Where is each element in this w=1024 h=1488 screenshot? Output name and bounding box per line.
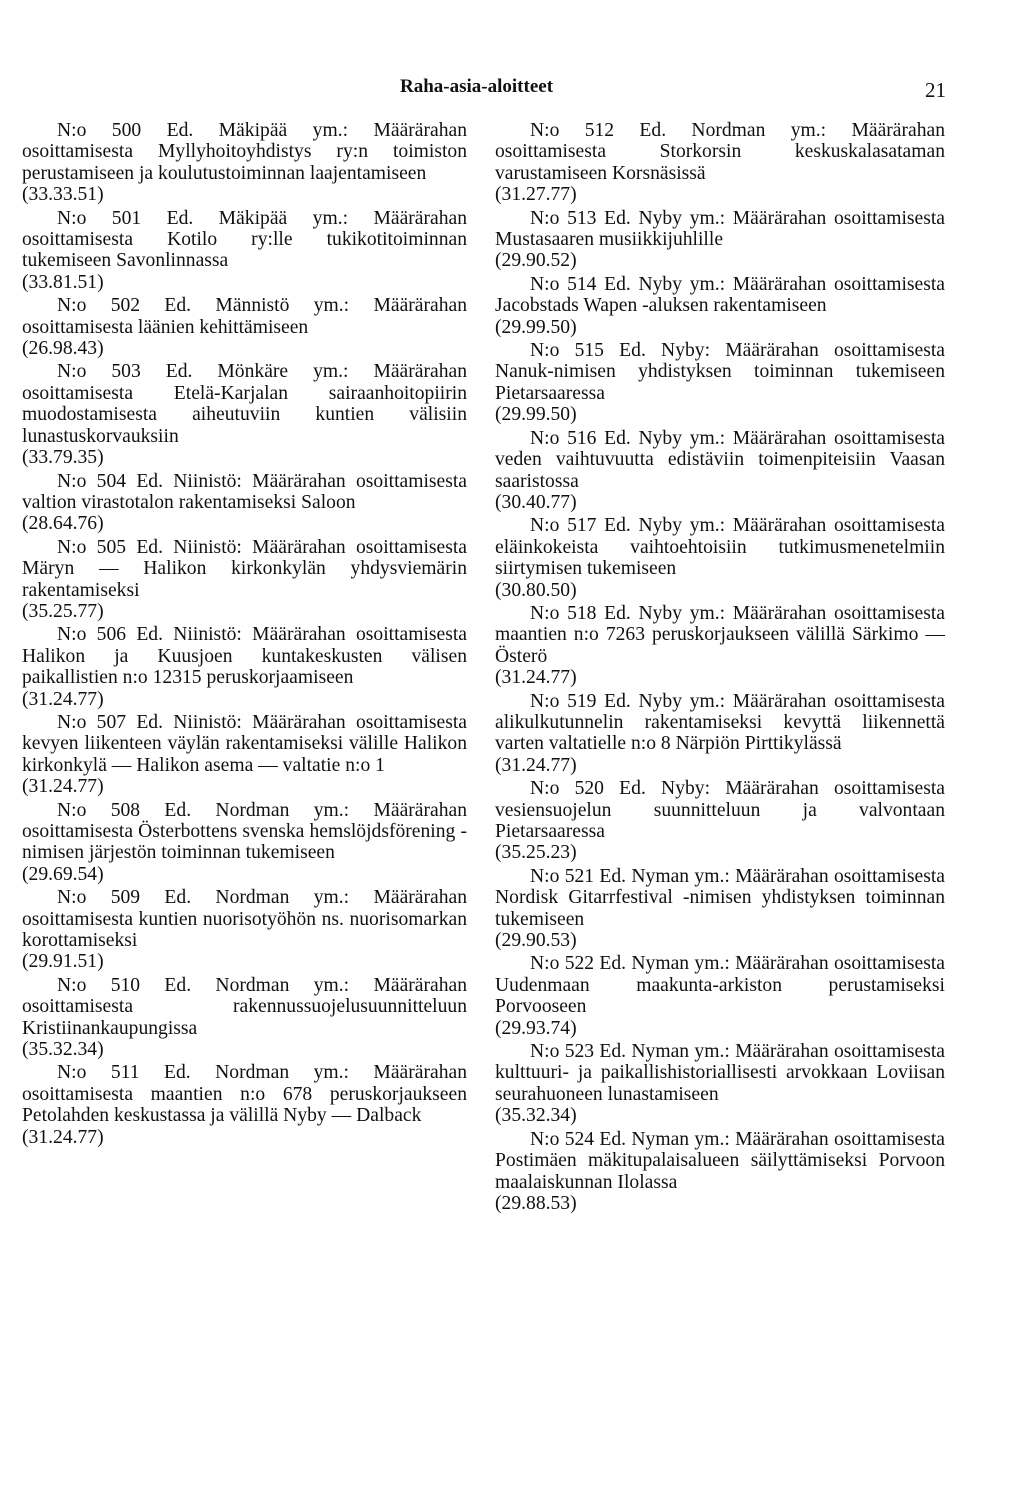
budget-reference: (35.32.34) bbox=[495, 1105, 577, 1127]
initiative-text: N:o 520 Ed. Nyby: Määrärahan osoittamisesta vesiensuojelun suunnitteluun ja valvontaan Pietarsaaressa bbox=[495, 778, 945, 842]
initiative-entry-508 bbox=[22, 800, 467, 886]
initiative-text: N:o 510 Ed. Nordman ym.: Määrärahan osoittamisesta rakennussuojelusuunnitteluun Kristiinankaupungissa bbox=[22, 974, 467, 1039]
initiative-text: N:o 505 Ed. Niinistö: Määrärahan osoittamisesta Märyn — Halikon kirkonkylän yhdysviemärin rakentamiseksi bbox=[22, 536, 467, 601]
initiative-text: N:o 501 Ed. Mäkipää ym.: Määrärahan osoittamisesta Kotilo ry:lle tukikotitoiminnan tukemiseen Savonlinnassa bbox=[22, 207, 467, 272]
initiative-text: N:o 504 Ed. Niinistö: Määrärahan osoittamisesta valtion virastotalon rakentamiseksi Saloon bbox=[22, 470, 467, 513]
budget-reference: (35.25.23) bbox=[495, 842, 577, 864]
initiative-text: N:o 523 Ed. Nyman ym.: Määrärahan osoittamisesta kulttuuri- ja paikallishistoriallisesti arvokkaan Loviisan seurahuoneen lunastamiseen bbox=[495, 1041, 945, 1105]
initiative-entry-507 bbox=[22, 712, 467, 798]
initiative-entry-524 bbox=[495, 1129, 945, 1215]
initiative-entry-519 bbox=[495, 691, 945, 777]
budget-reference: (29.90.52) bbox=[495, 250, 577, 272]
budget-reference: (29.93.74) bbox=[495, 1017, 577, 1039]
initiative-entry-517 bbox=[495, 515, 945, 601]
initiative-entry-505 bbox=[22, 537, 467, 623]
page-header bbox=[0, 70, 1024, 100]
initiative-entry-514 bbox=[495, 274, 945, 338]
initiative-text: N:o 521 Ed. Nyman ym.: Määrärahan osoittamisesta Nordisk Gitarrfestival -nimisen yhdistyksen toiminnan tukemiseen bbox=[495, 865, 945, 930]
initiative-text: N:o 515 Ed. Nyby: Määrärahan osoittamisesta Nanuk-nimisen yhdistyksen toiminnan tukemiseen Pietarsaaressa bbox=[495, 340, 945, 404]
initiative-entry-516 bbox=[495, 428, 945, 514]
page-number: 21 bbox=[925, 78, 946, 102]
initiative-entry-513 bbox=[495, 208, 945, 272]
budget-reference: (30.40.77) bbox=[495, 491, 577, 513]
initiative-text: N:o 522 Ed. Nyman ym.: Määrärahan osoittamisesta Uudenmaan maakunta-arkiston perustamiseksi Porvooseen bbox=[495, 953, 945, 1018]
budget-reference: (29.69.54) bbox=[22, 863, 104, 885]
initiative-text: N:o 509 Ed. Nordman ym.: Määrärahan osoittamisesta kuntien nuorisotyöhön ns. nuorisomarkan korottamiseksi bbox=[22, 887, 467, 952]
budget-reference: (29.99.50) bbox=[495, 316, 577, 338]
budget-reference: (31.24.77) bbox=[495, 754, 577, 776]
budget-reference: (29.91.51) bbox=[22, 951, 104, 973]
budget-reference: (30.80.50) bbox=[495, 579, 577, 601]
budget-reference: (29.90.53) bbox=[495, 930, 577, 952]
budget-reference: (31.24.77) bbox=[22, 688, 104, 710]
left-column bbox=[22, 120, 467, 1150]
initiative-entry-504 bbox=[22, 471, 467, 535]
initiative-entry-512 bbox=[495, 120, 945, 206]
initiative-entry-500 bbox=[22, 120, 467, 206]
initiative-entry-506 bbox=[22, 624, 467, 710]
initiative-entry-520 bbox=[495, 778, 945, 864]
initiative-text: N:o 518 Ed. Nyby ym.: Määrärahan osoittamisesta maantien n:o 7263 peruskorjaukseen välillä Särkimo — Österö bbox=[495, 602, 945, 667]
initiative-entry-518 bbox=[495, 603, 945, 689]
initiative-text: N:o 506 Ed. Niinistö: Määrärahan osoittamisesta Halikon ja Kuusjoen kuntakeskusten välisen paikallistien n:o 12315 peruskorjaamiseen bbox=[22, 624, 467, 689]
budget-reference: (29.88.53) bbox=[495, 1192, 577, 1214]
initiative-text: N:o 513 Ed. Nyby ym.: Määrärahan osoittamisesta Mustasaaren musiikkijuhlille bbox=[495, 207, 945, 251]
budget-reference: (26.98.43) bbox=[22, 338, 104, 360]
initiative-entry-503 bbox=[22, 361, 467, 468]
budget-reference: (35.32.34) bbox=[22, 1039, 104, 1061]
initiative-text: N:o 517 Ed. Nyby ym.: Määrärahan osoittamisesta eläinkokeista vaihtoehtoisiin tutkimusmenetelmiin siirtymisen tukemiseen bbox=[495, 515, 945, 580]
budget-reference: (31.24.77) bbox=[22, 776, 104, 798]
initiative-text: N:o 508 Ed. Nordman ym.: Määrärahan osoittamisesta Österbottens svenska hemslöjdsförening -nimisen järjestön toiminnan tukemiseen bbox=[22, 799, 467, 864]
budget-reference: (33.81.51) bbox=[22, 271, 104, 293]
initiative-text: N:o 524 Ed. Nyman ym.: Määrärahan osoittamisesta Postimäen mäkitupalaisalueen säilyttämiseksi Porvoon maalaiskunnan Ilolassa bbox=[495, 1128, 945, 1193]
initiative-text: N:o 511 Ed. Nordman ym.: Määrärahan osoittamisesta maantien n:o 678 peruskorjaukseen Petolahden keskustassa ja välillä Nyby — Dalback bbox=[22, 1062, 467, 1127]
initiative-text: N:o 503 Ed. Mönkäre ym.: Määrärahan osoittamisesta Etelä-Karjalan sairaanhoitopiirin muodostamisesta aiheutuviin kuntien välisiin lunastuskorvauksiin bbox=[22, 361, 467, 447]
initiative-entry-522 bbox=[495, 953, 945, 1039]
initiative-entry-521 bbox=[495, 866, 945, 952]
initiative-entry-523 bbox=[495, 1041, 945, 1127]
budget-reference: (28.64.76) bbox=[22, 513, 104, 535]
right-column bbox=[495, 120, 945, 1216]
initiative-text: N:o 516 Ed. Nyby ym.: Määrärahan osoittamisesta veden vaihtuvuutta edistäviin toimenpiteisiin Vaasan saaristossa bbox=[495, 427, 945, 492]
initiative-text: N:o 500 Ed. Mäkipää ym.: Määrärahan osoittamisesta Myllyhoitoyhdistys ry:n toimiston perustamiseen ja koulutustoiminnan laajentamiseen bbox=[22, 120, 467, 184]
budget-reference: (33.79.35) bbox=[22, 447, 104, 469]
budget-reference: (31.27.77) bbox=[495, 184, 577, 206]
initiative-entry-501 bbox=[22, 208, 467, 294]
running-title: Raha-asia-aloitteet bbox=[400, 76, 554, 97]
initiative-text: N:o 512 Ed. Nordman ym.: Määrärahan osoittamisesta Storkorsin keskuskalasataman varustamiseen Korsnäsissä bbox=[495, 120, 945, 184]
initiative-text: N:o 502 Ed. Männistö ym.: Määrärahan osoittamisesta läänien kehittämiseen bbox=[22, 295, 467, 338]
initiative-entry-510 bbox=[22, 975, 467, 1061]
initiative-text: N:o 507 Ed. Niinistö: Määrärahan osoittamisesta kevyen liikenteen väylän rakentamiseksi välille Halikon kirkonkylä — Halikon asema — valtatie n:o 1 bbox=[22, 711, 467, 776]
initiative-text: N:o 514 Ed. Nyby ym.: Määrärahan osoittamisesta Jacobstads Wapen -aluksen rakentamiseen bbox=[495, 273, 945, 317]
initiative-entry-515 bbox=[495, 340, 945, 426]
budget-reference: (33.33.51) bbox=[22, 184, 104, 206]
budget-reference: (35.25.77) bbox=[22, 600, 104, 622]
initiative-entry-511 bbox=[22, 1062, 467, 1148]
budget-reference: (31.24.77) bbox=[22, 1126, 104, 1148]
budget-reference: (31.24.77) bbox=[495, 667, 577, 689]
budget-reference: (29.99.50) bbox=[495, 404, 577, 426]
initiative-text: N:o 519 Ed. Nyby ym.: Määrärahan osoittamisesta alikulkutunnelin rakentamiseksi kevyttä liikennettä varten valtatielle n:o 8 Närpiön Pirttikylässä bbox=[495, 690, 945, 755]
initiative-entry-509 bbox=[22, 887, 467, 973]
initiative-entry-502 bbox=[22, 295, 467, 359]
